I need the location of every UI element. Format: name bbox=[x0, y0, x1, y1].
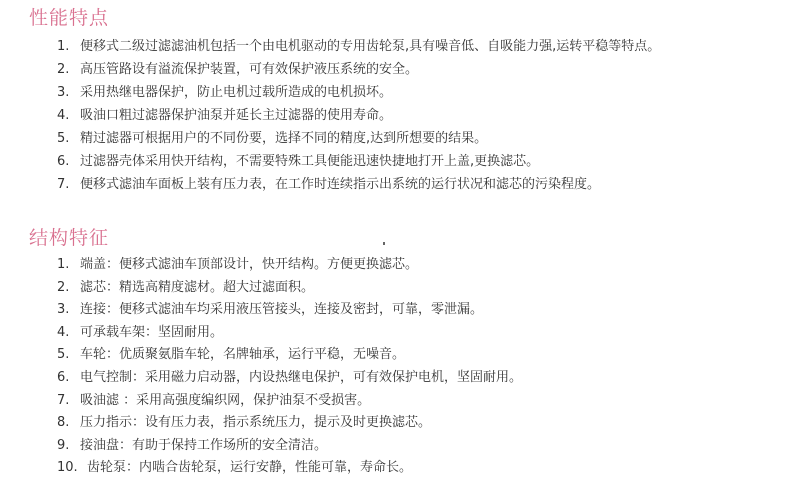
item-number: 9. bbox=[57, 437, 70, 453]
item-number: 1. bbox=[57, 39, 70, 54]
item-number: 8. bbox=[57, 415, 70, 431]
section-title-structure: 结构特征 bbox=[29, 227, 110, 249]
list-item bbox=[57, 412, 797, 434]
list-item bbox=[57, 277, 797, 299]
list-item bbox=[57, 36, 797, 58]
list-item bbox=[57, 105, 797, 127]
item-text: 电气控制：采用磁力启动器，内设热继电保护，可有效保护电机，坚固耐用。 bbox=[80, 370, 523, 385]
list-item bbox=[57, 59, 797, 81]
item-number: 6. bbox=[57, 154, 70, 169]
item-text: 车轮：优质聚氨脂车轮，名牌轴承，运行平稳，无噪音。 bbox=[80, 347, 406, 363]
item-number: 5. bbox=[57, 131, 70, 146]
item-number: 4. bbox=[57, 108, 70, 123]
item-text: 滤芯：精选高精度滤材。超大过滤面积。 bbox=[80, 279, 315, 295]
list-item bbox=[57, 254, 797, 276]
item-text: 采用热继电器保护，防止电机过载所造成的电机损坏。 bbox=[80, 85, 393, 100]
list-item bbox=[57, 299, 797, 321]
item-number: 4. bbox=[57, 324, 70, 340]
item-number: 3. bbox=[57, 302, 70, 318]
item-text: 端盖：便移式滤油车顶部设计，快开结构。方便更换滤芯。 bbox=[80, 257, 419, 272]
list-item bbox=[57, 322, 797, 344]
list-item bbox=[57, 151, 797, 173]
item-number: 7. bbox=[57, 177, 70, 192]
section-title-features: 性能特点 bbox=[29, 7, 110, 29]
item-number: 7. bbox=[57, 392, 70, 408]
item-text: 压力指示：设有压力表，指示系统压力，提示及时更换滤芯。 bbox=[80, 415, 432, 431]
item-text: 接油盘：有助于保持工作场所的安全清洁。 bbox=[80, 437, 328, 453]
item-text: 过滤器壳体采用快开结构，不需要特殊工具便能迅速快捷地打开上盖,更换滤芯。 bbox=[80, 154, 540, 169]
item-text: 便移式滤油车面板上装有压力表，在工作时连续指示出系统的运行状况和滤芯的污染程度。 bbox=[80, 177, 601, 192]
item-number: 3. bbox=[57, 85, 70, 100]
list-item bbox=[57, 435, 797, 457]
list-item bbox=[57, 128, 797, 150]
item-text: 精过滤器可根据用户的不同份要，选择不同的精度,达到所想要的结果。 bbox=[80, 131, 488, 146]
list-item bbox=[57, 82, 797, 104]
list-item bbox=[57, 390, 797, 412]
item-number: 2. bbox=[57, 62, 70, 77]
list-item bbox=[57, 174, 797, 196]
item-text: 齿轮泵：内啮合齿轮泵，运行安静，性能可靠，寿命长。 bbox=[87, 460, 413, 476]
item-number: 6. bbox=[57, 370, 70, 385]
list-item bbox=[57, 344, 797, 366]
item-text: 吸油滤 ：采用高强度编织网，保护油泵不受损害。 bbox=[80, 392, 371, 408]
stray-mark bbox=[383, 242, 385, 245]
list-item bbox=[57, 367, 797, 389]
item-text: 吸油口粗过滤器保护油泵并延长主过滤器的使用寿命。 bbox=[80, 108, 393, 123]
item-number: 5. bbox=[57, 347, 70, 363]
item-number: 1. bbox=[57, 257, 70, 272]
item-text: 可承载车架：坚固耐用。 bbox=[80, 324, 224, 340]
item-text: 高压管路设有溢流保护装置，可有效保护液压系统的安全。 bbox=[80, 62, 419, 77]
item-text: 连接：便移式滤油车均采用液压管接头，连接及密封，可靠，零泄漏。 bbox=[80, 302, 484, 318]
item-text: 便移式二级过滤滤油机包括一个由电机驱动的专用齿轮泵,具有噪音低、自吸能力强,运转平稳等特点。 bbox=[80, 39, 661, 54]
item-number: 10. bbox=[57, 460, 78, 476]
item-number: 2. bbox=[57, 279, 70, 295]
list-item bbox=[57, 457, 797, 479]
